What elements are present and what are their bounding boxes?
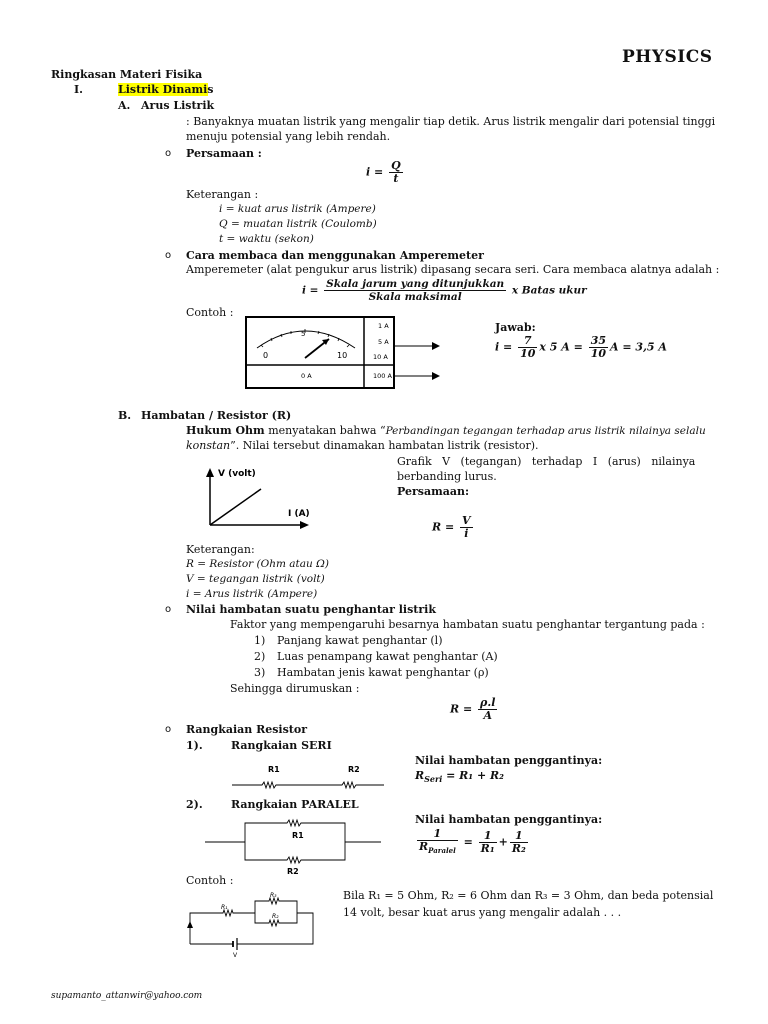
eq-par-one-b: 1 bbox=[479, 830, 497, 843]
sec-a-k2: Q = muatan listrik (Coulomb) bbox=[219, 218, 377, 230]
meter-range-5a: 5 A bbox=[378, 338, 389, 346]
sec-b-k2: V = tegangan listrik (volt) bbox=[186, 573, 325, 585]
eq-jawab-end: A = 3,5 A bbox=[610, 340, 667, 354]
sec-a-keterangan: Keterangan : bbox=[186, 188, 259, 201]
nilai-title: Nilai hambatan suatu penghantar listrik bbox=[186, 603, 436, 616]
sec-b-num: B. bbox=[118, 409, 132, 422]
eq-current-num: Q bbox=[391, 159, 401, 172]
sec-b-k3: i = Arus listrik (Ampere) bbox=[186, 588, 318, 600]
sec-b-contoh: Contoh : bbox=[186, 874, 234, 887]
eq-par-sub: Paralel bbox=[428, 846, 456, 856]
sec-a-k1: i = kuat arus listrik (Ampere) bbox=[219, 203, 376, 215]
eq-jawab-lhs: i = bbox=[495, 340, 513, 354]
grafik-line-1: Grafik V (tegangan) terhadap I (arus) nilainya bbox=[397, 455, 696, 468]
eq-ohm bbox=[432, 515, 475, 540]
sec-a-def-2: menuju potensial yang lebih rendah. bbox=[186, 130, 391, 143]
par-r2-label: R2 bbox=[287, 867, 299, 876]
ohm-text-1: menyatakan bahwa “ bbox=[268, 424, 386, 437]
ammeter-diagram bbox=[245, 316, 445, 396]
meter-scale-10: 10 bbox=[337, 351, 348, 360]
meter-bottom-label: 0 A bbox=[301, 372, 312, 380]
seri-title: Rangkaian SERI bbox=[231, 739, 332, 752]
ohm-name: Hukum Ohm bbox=[186, 424, 265, 437]
sehingga-text: Sehingga dirumuskan : bbox=[230, 682, 360, 695]
sec-b-persamaan: Persamaan: bbox=[397, 485, 470, 498]
eq-ammeter-rhs: x Batas ukur bbox=[511, 284, 587, 297]
section-num: I. bbox=[74, 83, 83, 96]
eq-series-r: R bbox=[415, 769, 425, 782]
eq-par-r: R bbox=[419, 840, 429, 853]
graph-i-label: I (A) bbox=[288, 509, 310, 519]
eq-par-equals: = bbox=[463, 835, 473, 849]
bullet-icon: o bbox=[165, 724, 172, 735]
meter-range-1a: 1 A bbox=[378, 322, 389, 330]
amp-title: Cara membaca dan menggunakan Amperemeter bbox=[186, 249, 484, 262]
footer-email: supamanto_attanwir@yahoo.com bbox=[51, 991, 203, 1001]
eq-series-sub: Seri bbox=[424, 774, 443, 785]
par-title: Rangkaian PARALEL bbox=[231, 798, 359, 811]
graph-v-label: V (volt) bbox=[218, 469, 256, 479]
eq-resistivity-den: A bbox=[483, 709, 492, 722]
eq-ammeter bbox=[302, 278, 587, 303]
faktor-1: Panjang kawat penghantar (l) bbox=[277, 634, 443, 647]
sec-a-persamaan: Persamaan : bbox=[186, 147, 262, 160]
series-circuit bbox=[232, 762, 392, 796]
eq-jawab-d2: 10 bbox=[590, 347, 606, 360]
ohm-line-2 bbox=[186, 439, 539, 452]
faktor-2: Luas penampang kawat penghantar (A) bbox=[277, 650, 498, 663]
bullet-icon: o bbox=[165, 148, 172, 159]
faktor-text: Faktor yang mempengaruhi besarnya hambatan suatu penghantar tergantung pada : bbox=[230, 618, 705, 631]
faktor-3: Hambatan jenis kawat penghantar (ρ) bbox=[277, 666, 489, 679]
example-circuit bbox=[185, 888, 320, 958]
section-title: Listrik Dinamis bbox=[118, 83, 214, 96]
par-label: Nilai hambatan penggantinya: bbox=[415, 813, 603, 826]
eq-ammeter-lhs: i = bbox=[302, 284, 319, 297]
meter-range-10a: 10 A bbox=[373, 353, 388, 361]
eq-par-one-c: 1 bbox=[510, 830, 528, 843]
sec-b-title: Hambatan / Resistor (R) bbox=[141, 409, 292, 422]
eq-current-lhs: i = bbox=[366, 165, 384, 179]
rangkaian-title: Rangkaian Resistor bbox=[186, 723, 308, 736]
soal-line-2: 14 volt, besar kuat arus yang mengalir adalah . . . bbox=[343, 906, 622, 919]
eq-jawab-n1: 7 bbox=[518, 335, 537, 348]
bullet-icon: o bbox=[165, 604, 172, 615]
eq-ohm-lhs: R = bbox=[432, 520, 455, 534]
meter-scale-5: 5 bbox=[301, 330, 306, 338]
eq-resistivity bbox=[450, 697, 499, 722]
sec-a-title: Arus Listrik bbox=[141, 99, 215, 112]
seri-num: 1). bbox=[186, 739, 203, 752]
amp-desc: Amperemeter (alat pengukur arus listrik) dipasang secara seri. Cara membaca alatnya adalah : bbox=[186, 263, 720, 276]
cir-r3-label: R₃ bbox=[270, 892, 277, 899]
eq-parallel bbox=[415, 828, 530, 857]
eq-ohm-num: V bbox=[462, 514, 471, 527]
eq-par-d1: R₁ bbox=[480, 842, 495, 856]
page-header-title: PHYSICS bbox=[622, 47, 713, 67]
amp-contoh: Contoh : bbox=[186, 306, 234, 319]
soal-line-1: Bila R₁ = 5 Ohm, R₂ = 6 Ohm dan R₃ = 3 Ohm, dan beda potensial bbox=[343, 889, 714, 902]
seri-label: Nilai hambatan penggantinya: bbox=[415, 754, 603, 767]
par-r1-label: R1 bbox=[292, 831, 304, 840]
eq-series bbox=[415, 769, 504, 784]
eq-ohm-den: i bbox=[464, 527, 469, 540]
sec-b-k1: R = Resistor (Ohm atau Ω) bbox=[186, 558, 329, 570]
doc-subtitle: Ringkasan Materi Fisika bbox=[51, 68, 203, 81]
faktor-1-num: 1) bbox=[254, 634, 266, 647]
vi-graph bbox=[205, 463, 325, 533]
eq-jawab-n2: 35 bbox=[590, 334, 606, 347]
eq-ammeter-num: Skala jarum yang ditunjukkan bbox=[326, 278, 505, 290]
cir-r1-label: R₁ bbox=[221, 904, 228, 911]
meter-scale-0: 0 bbox=[263, 351, 269, 360]
faktor-3-num: 3) bbox=[254, 666, 266, 679]
eq-jawab bbox=[495, 335, 667, 360]
cir-v-label: V bbox=[233, 952, 238, 959]
meter-range-100a: 100 A bbox=[373, 372, 392, 380]
faktor-2-num: 2) bbox=[254, 650, 266, 663]
eq-ammeter-den: Skala maksimal bbox=[368, 291, 462, 303]
eq-jawab-mid: x 5 A = bbox=[539, 340, 583, 354]
sec-a-num: A. bbox=[118, 99, 131, 112]
parallel-circuit bbox=[205, 814, 385, 878]
ohm-line-1 bbox=[186, 424, 706, 437]
cir-r2-label: R₂ bbox=[272, 913, 279, 920]
ohm-quote-1: Perbandingan tegangan terhadap arus listrik nilainya selalu bbox=[385, 425, 706, 437]
eq-current bbox=[366, 160, 405, 185]
eq-resistivity-num: ρ.l bbox=[480, 696, 496, 709]
ohm-text-2: ”. Nilai tersebut dinamakan hambatan listrik (resistor). bbox=[230, 439, 539, 452]
jawab-label: Jawab: bbox=[495, 321, 536, 334]
sec-a-def-1: : Banyaknya muatan listrik yang mengalir tiap detik. Arus listrik mengalir dari potensial tinggi bbox=[186, 115, 716, 128]
grafik-line-2: berbanding lurus. bbox=[397, 470, 497, 483]
ohm-quote-2: konstan bbox=[186, 439, 231, 452]
bullet-icon: o bbox=[165, 250, 172, 261]
eq-par-plus: + bbox=[498, 835, 508, 849]
par-num: 2). bbox=[186, 798, 203, 811]
eq-series-rhs: = R₁ + R₂ bbox=[442, 769, 504, 782]
seri-r2-label: R2 bbox=[348, 765, 360, 774]
sec-a-k3: t = waktu (sekon) bbox=[219, 233, 314, 245]
eq-par-one-a: 1 bbox=[417, 828, 458, 841]
eq-current-den: t bbox=[393, 172, 399, 185]
eq-resistivity-lhs: R = bbox=[450, 702, 473, 716]
eq-par-d2: R₂ bbox=[511, 842, 526, 856]
sec-b-keterangan: Keterangan: bbox=[186, 543, 255, 556]
eq-jawab-d1: 10 bbox=[520, 347, 536, 360]
seri-r1-label: R1 bbox=[268, 765, 280, 774]
